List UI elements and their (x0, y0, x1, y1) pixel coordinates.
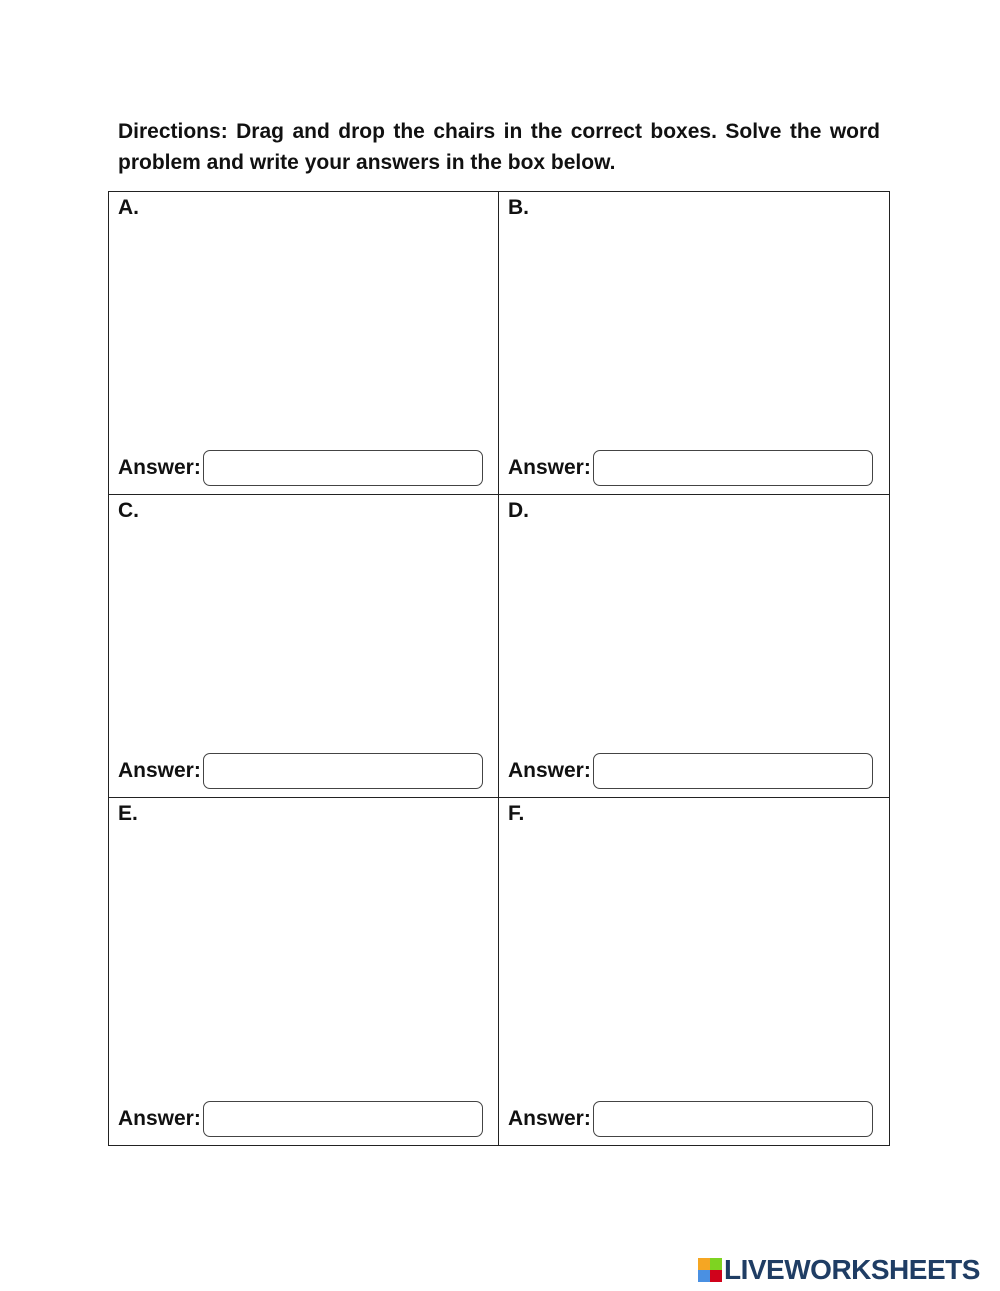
answer-label: Answer: (508, 1107, 591, 1130)
answer-row (118, 450, 483, 486)
brand-text: LIVEWORKSHEETS (724, 1254, 980, 1285)
box-label: E. (118, 802, 138, 825)
drop-box-d[interactable] (499, 495, 889, 798)
answer-input-c[interactable] (203, 753, 483, 789)
drop-box-a[interactable] (109, 192, 499, 495)
directions-text: Directions: Drag and drop the chairs in the correct boxes. Solve the word problem and write your answers in the box below. (118, 120, 880, 174)
drop-box-c[interactable] (109, 495, 499, 798)
box-label: A. (118, 196, 139, 219)
answer-label: Answer: (118, 759, 201, 782)
box-label: D. (508, 499, 529, 522)
answer-row (118, 1101, 483, 1137)
box-label: C. (118, 499, 139, 522)
drop-box-b[interactable] (499, 192, 889, 495)
liveworksheets-logo-icon (698, 1258, 722, 1282)
answer-label: Answer: (508, 759, 591, 782)
box-label: B. (508, 196, 529, 219)
answer-label: Answer: (118, 1107, 201, 1130)
answer-input-e[interactable] (203, 1101, 483, 1137)
answer-row (508, 1101, 873, 1137)
box-label: F. (508, 802, 525, 825)
drop-box-f[interactable] (499, 798, 889, 1145)
liveworksheets-brand (698, 1256, 980, 1284)
answer-input-a[interactable] (203, 450, 483, 486)
answer-label: Answer: (118, 456, 201, 479)
answer-input-d[interactable] (593, 753, 873, 789)
answer-grid (108, 191, 890, 1146)
answer-row (508, 753, 873, 789)
answer-row (508, 450, 873, 486)
drop-box-e[interactable] (109, 798, 499, 1145)
answer-row (118, 753, 483, 789)
answer-input-f[interactable] (593, 1101, 873, 1137)
answer-input-b[interactable] (593, 450, 873, 486)
answer-label: Answer: (508, 456, 591, 479)
